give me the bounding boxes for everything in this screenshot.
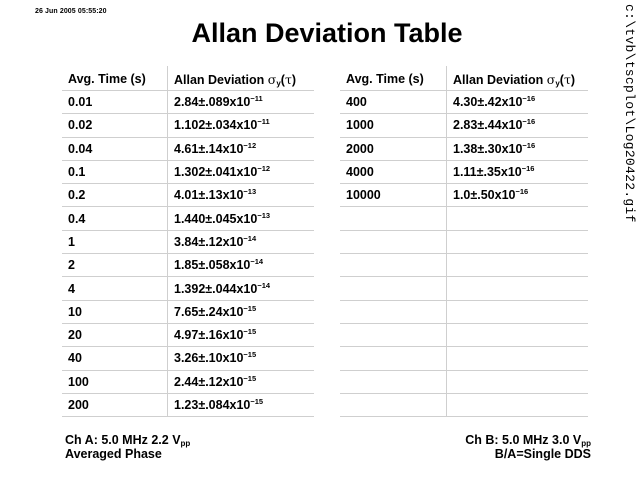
table-row [62, 300, 314, 323]
sigma-symbol: σ [546, 71, 556, 87]
channel-a-label: Ch A: 5.0 MHz 2.2 V [65, 433, 181, 447]
table-row [62, 114, 314, 137]
allan-deviation-cell [447, 114, 589, 137]
header-allan-deviation [447, 66, 589, 91]
table-row [62, 91, 314, 114]
paren-open: ( [559, 72, 564, 87]
avg-time-cell: 0.04 [62, 137, 168, 160]
avg-time-cell: 4000 [340, 160, 447, 183]
deviation-value: 1.0±.50x10 [453, 188, 516, 203]
avg-time-cell: 0.1 [62, 160, 168, 183]
tau-symbol: τ [284, 71, 292, 87]
table-row [62, 254, 314, 277]
timestamp: 26 Jun 2005 05:55:20 [35, 8, 107, 15]
avg-time-cell: 10 [62, 300, 168, 323]
deviation-exponent: −15 [243, 350, 257, 360]
deviation-value: 1.85±.058x10 [174, 258, 251, 273]
channel-b-vpp-sub: pp [581, 439, 591, 448]
avg-time-cell: 0.02 [62, 114, 168, 137]
deviation-value: 1.23±.084x10 [174, 398, 251, 412]
avg-time-cell: 100 [62, 370, 168, 393]
allan-deviation-cell [447, 323, 589, 346]
avg-time-cell [340, 230, 447, 253]
avg-time-cell: 10000 [340, 184, 447, 207]
deviation-exponent: −16 [515, 187, 529, 197]
table-row [62, 207, 314, 230]
allan-deviation-cell [447, 137, 589, 160]
allan-deviation-cell [447, 160, 589, 183]
table-row [340, 114, 588, 137]
deviation-value: 2.84±.089x10 [174, 95, 251, 110]
allan-deviation-cell [168, 114, 315, 137]
avg-time-cell: 40 [62, 347, 168, 370]
deviation-value: 1.38±.30x10 [453, 141, 523, 156]
allan-deviation-cell [447, 91, 589, 114]
avg-time-cell [340, 347, 447, 370]
header-avg-time: Avg. Time (s) [340, 66, 447, 91]
deviation-exponent: −11 [257, 117, 270, 127]
avg-time-cell: 0.01 [62, 91, 168, 114]
deviation-exponent: −15 [243, 303, 257, 313]
avg-time-cell [340, 207, 447, 230]
avg-time-cell: 1 [62, 230, 168, 253]
deviation-exponent: −16 [521, 164, 535, 174]
table-row [340, 137, 588, 160]
allan-deviation-cell [447, 207, 589, 230]
header-avg-time: Avg. Time (s) [62, 66, 168, 91]
allan-deviation-cell [447, 277, 589, 300]
table-row [62, 137, 314, 160]
avg-time-cell: 4 [62, 277, 168, 300]
deviation-value: 1.302±.041x10 [174, 165, 258, 180]
channel-b-line1 [465, 433, 591, 447]
table-row [340, 277, 588, 300]
avg-time-cell: 200 [62, 393, 168, 416]
table-header-row [62, 66, 314, 91]
deviation-exponent: −13 [243, 187, 257, 197]
allan-deviation-cell [447, 300, 589, 323]
allan-deviation-cell [447, 370, 589, 393]
allan-deviation-cell [168, 393, 315, 416]
avg-time-cell [340, 277, 447, 300]
avg-time-cell: 0.4 [62, 207, 168, 230]
sigma-subscript: y [276, 78, 281, 88]
table-row [340, 254, 588, 277]
header-allan-deviation-label: Allan Deviation [453, 72, 547, 87]
allan-deviation-cell [168, 300, 315, 323]
deviation-value: 2.83±.44x10 [453, 118, 523, 133]
deviation-value: 1.102±.034x10 [174, 118, 258, 133]
file-path-label: c:\tvb\tscplot\Log20422.gif [622, 4, 637, 223]
table-row [62, 277, 314, 300]
deviation-exponent: −16 [522, 117, 536, 127]
channel-b-line2: B/A=Single DDS [494, 447, 591, 461]
deviation-value: 4.01±.13x10 [174, 188, 244, 203]
allan-deviation-cell [447, 347, 589, 370]
table-row [62, 370, 314, 393]
avg-time-cell: 1000 [340, 114, 447, 137]
table-row [62, 184, 314, 207]
allan-deviation-cell [168, 91, 315, 114]
avg-time-cell: 2000 [340, 137, 447, 160]
deviation-exponent: −13 [257, 210, 271, 220]
deviation-exponent: −15 [243, 327, 257, 337]
deviation-value: 4.30±.42x10 [453, 95, 523, 110]
deviation-exponent: −12 [257, 164, 271, 174]
table-row [340, 393, 588, 416]
avg-time-cell: 400 [340, 91, 447, 114]
channel-b-label: Ch B: 5.0 MHz 3.0 V [465, 433, 582, 447]
avg-time-cell [340, 393, 447, 416]
deviation-value: 4.61±.14x10 [174, 141, 244, 156]
sigma-subscript: y [555, 78, 560, 88]
allan-deviation-cell [168, 230, 315, 253]
table-row [340, 160, 588, 183]
allan-deviation-cell [168, 347, 315, 370]
deviation-value: 3.84±.12x10 [174, 234, 244, 249]
allan-deviation-cell [447, 393, 589, 416]
deviation-exponent: −15 [250, 397, 264, 406]
deviation-exponent: −15 [243, 373, 257, 383]
deviation-value: 2.44±.12x10 [174, 374, 244, 389]
page-title: Allan Deviation Table [191, 18, 463, 48]
avg-time-cell: 0.2 [62, 184, 168, 207]
paren-open: ( [280, 72, 285, 87]
deviation-value: 1.11±.35x10 [453, 165, 522, 180]
deviation-value: 1.392±.044x10 [174, 281, 258, 296]
channel-b-info [465, 433, 591, 461]
deviation-exponent: −16 [522, 94, 536, 104]
table-row [62, 160, 314, 183]
table-row [340, 91, 588, 114]
table-row [62, 230, 314, 253]
header-allan-deviation-label: Allan Deviation [174, 72, 268, 87]
deviation-value: 7.65±.24x10 [174, 304, 244, 319]
deviation-exponent: −14 [250, 257, 264, 267]
allan-deviation-table-left [62, 66, 314, 417]
channel-a-vpp-sub: pp [180, 439, 191, 448]
table-row [62, 323, 314, 346]
header-allan-deviation [168, 66, 315, 91]
deviation-exponent: −11 [250, 94, 263, 104]
table-row [340, 370, 588, 393]
deviation-value: 3.26±.10x10 [174, 351, 244, 366]
table-row [340, 347, 588, 370]
allan-deviation-cell [168, 370, 315, 393]
allan-deviation-table-right [340, 66, 588, 417]
table-row [340, 207, 588, 230]
table-row [62, 393, 314, 416]
tau-symbol: τ [563, 71, 571, 87]
deviation-exponent: −14 [243, 233, 257, 243]
channel-a-line1 [65, 433, 190, 447]
avg-time-cell [340, 370, 447, 393]
sigma-symbol: σ [267, 71, 277, 87]
paren-close: ) [291, 72, 297, 87]
allan-deviation-cell [168, 160, 315, 183]
table-header-row [340, 66, 588, 91]
allan-deviation-cell [447, 184, 589, 207]
allan-deviation-cell [168, 323, 315, 346]
table-row [340, 184, 588, 207]
table-row [340, 230, 588, 253]
avg-time-cell [340, 300, 447, 323]
table-row [62, 347, 314, 370]
allan-deviation-cell [168, 254, 315, 277]
deviation-exponent: −12 [243, 140, 257, 150]
deviation-value: 1.440±.045x10 [174, 211, 258, 226]
table-row [340, 323, 588, 346]
allan-deviation-cell [447, 230, 589, 253]
channel-a-line2: Averaged Phase [65, 447, 162, 461]
allan-deviation-cell [168, 277, 315, 300]
channel-a-info [65, 433, 190, 461]
allan-deviation-cell [447, 254, 589, 277]
avg-time-cell [340, 254, 447, 277]
paren-close: ) [570, 72, 576, 87]
deviation-value: 4.97±.16x10 [174, 328, 244, 343]
deviation-exponent: −14 [257, 280, 271, 290]
avg-time-cell: 20 [62, 323, 168, 346]
avg-time-cell: 2 [62, 254, 168, 277]
table-row [340, 300, 588, 323]
allan-deviation-cell [168, 137, 315, 160]
deviation-exponent: −16 [522, 140, 536, 150]
allan-deviation-cell [168, 207, 315, 230]
avg-time-cell [340, 323, 447, 346]
allan-deviation-cell [168, 184, 315, 207]
